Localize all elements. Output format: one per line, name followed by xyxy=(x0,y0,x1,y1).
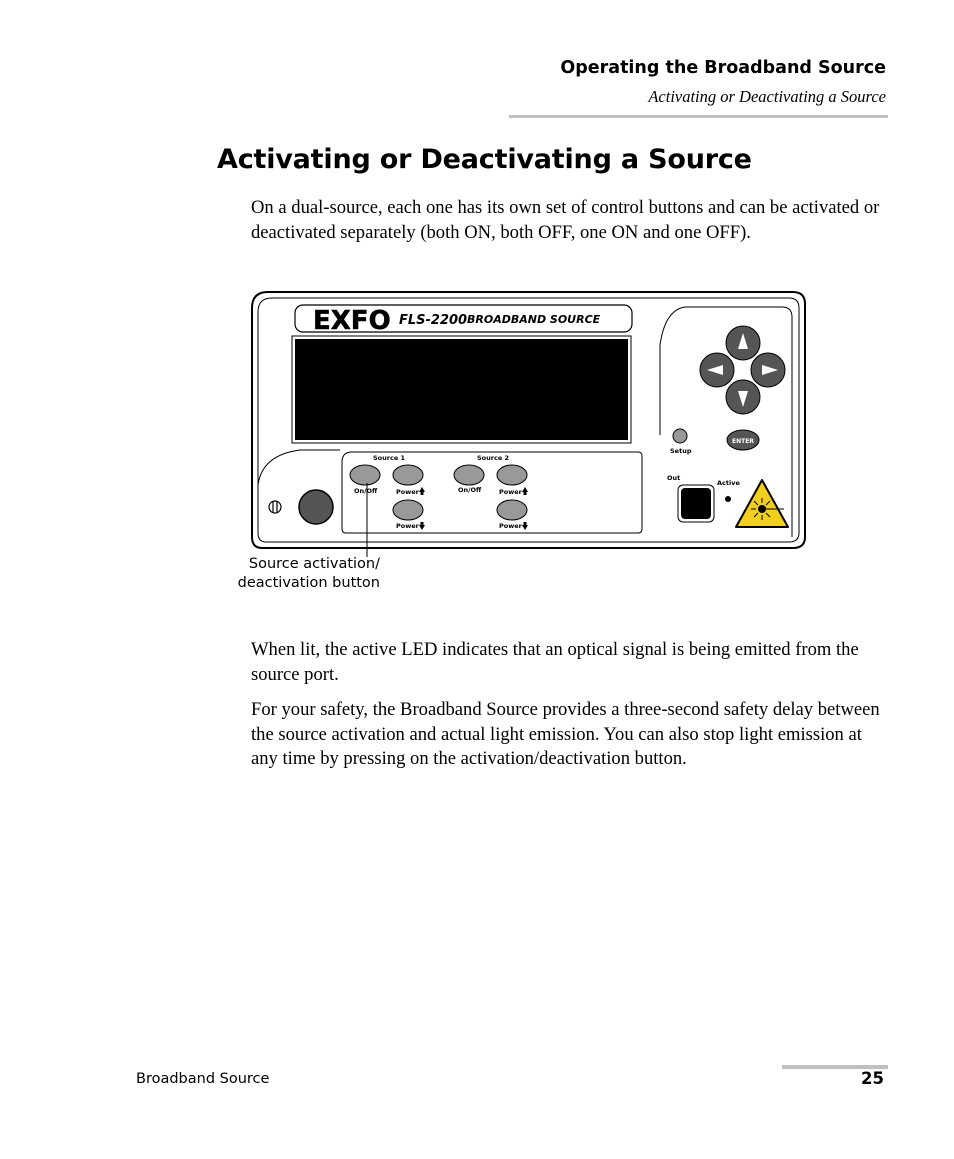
source2-label: Source 2 xyxy=(477,454,510,462)
section-header-subtitle: Activating or Deactivating a Source xyxy=(648,87,886,106)
source2-power-up-label: Power xyxy=(499,488,522,496)
device-front-panel-figure xyxy=(240,285,810,557)
out-label: Out xyxy=(667,474,681,482)
source2-onoff-button[interactable] xyxy=(454,465,484,485)
power-switch[interactable] xyxy=(299,490,333,524)
page-number: 25 xyxy=(861,1069,884,1088)
enter-label: ENTER xyxy=(732,438,754,445)
model-description: BROADBAND SOURCE xyxy=(467,313,601,326)
enter-button[interactable] xyxy=(727,430,759,450)
chapter-header-title: Operating the Broadband Source xyxy=(560,58,886,78)
source2-power-up-button[interactable] xyxy=(497,465,527,485)
nav-up-button[interactable] xyxy=(726,326,760,360)
setup-button[interactable] xyxy=(673,429,687,443)
source2-power-down-label: Power xyxy=(499,522,522,530)
source1-label: Source 1 xyxy=(373,454,406,462)
active-label: Active xyxy=(717,479,740,487)
source2-onoff-label: On/Off xyxy=(458,486,482,494)
nav-right-button[interactable] xyxy=(751,353,785,387)
callout-line-2: deactivation button xyxy=(237,575,380,591)
lcd-display xyxy=(295,339,628,440)
header-rule xyxy=(509,115,888,118)
active-led xyxy=(725,496,731,502)
paragraph-intro: On a dual-source, each one has its own set of control buttons and can be activated or deactivated separately (both ON, both OFF, one ON and one OFF). xyxy=(251,197,880,243)
nav-left-button[interactable] xyxy=(700,353,734,387)
source1-onoff-button[interactable] xyxy=(350,465,380,485)
paragraph-led: When lit, the active LED indicates that an optical signal is being emitted from the source port. xyxy=(251,639,859,685)
source1-power-down-button[interactable] xyxy=(393,500,423,520)
source1-power-up-label: Power xyxy=(396,488,419,496)
setup-label: Setup xyxy=(670,447,692,455)
paragraph-safety: For your safety, the Broadband Source provides a three-second safety delay between the source activation and actual light emission. You can also stop light emission at any time by pressing on the activation/deactivation button. xyxy=(251,699,880,769)
footer-doc-title: Broadband Source xyxy=(136,1071,270,1087)
source1-power-down-label: Power xyxy=(396,522,419,530)
source1-power-up-button[interactable] xyxy=(393,465,423,485)
model-number: FLS-2200 xyxy=(399,313,468,328)
figure-callout xyxy=(230,555,380,593)
callout-line-1: Source activation/ xyxy=(248,556,380,572)
exfo-logo: EXFO xyxy=(313,306,391,336)
source2-power-down-button[interactable] xyxy=(497,500,527,520)
nav-down-button[interactable] xyxy=(726,380,760,414)
page-title: Activating or Deactivating a Source xyxy=(217,144,752,175)
source1-onoff-label: On/Off xyxy=(354,487,378,495)
